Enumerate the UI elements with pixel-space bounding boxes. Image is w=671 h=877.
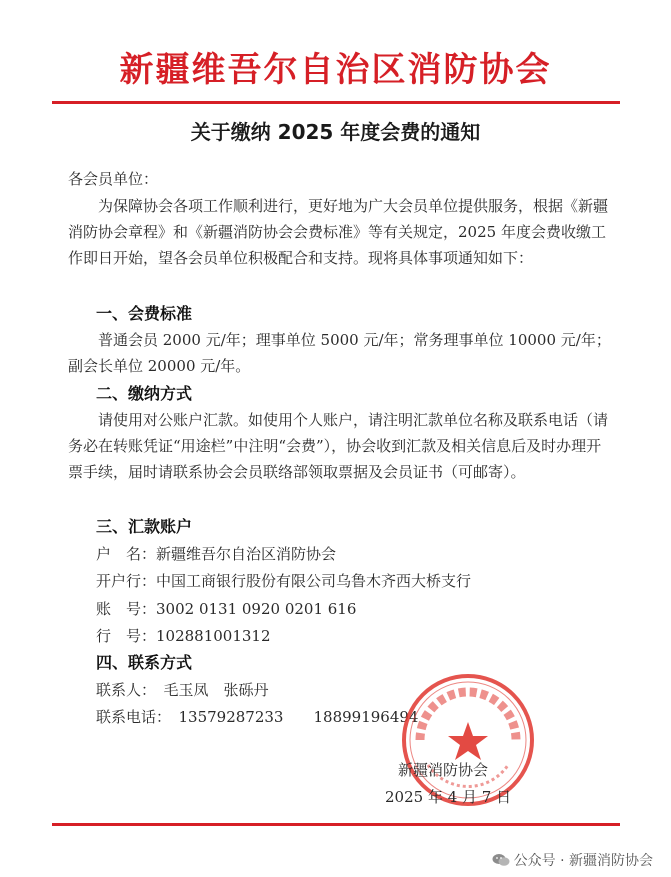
salutation: 各会员单位： [68,170,159,188]
account-code: 行 号：102881001312 [96,627,271,645]
footer-text: 公众号 · 新疆消防协会 [513,853,653,869]
section-heading-fee: 一、会费标准 [96,304,193,323]
org-letterhead: 新疆维吾尔自治区消防协会 [119,50,552,90]
payment-paragraph: 请使用对公账户汇款。如使用个人账户，请注明汇款单位名称及联系电话（请务必在转账凭证“用途栏”中注明“会费”），协会收到汇款及相关信息后及时办理开票手续，届时请联系协会会员联络部领取票据及会员证书（可邮寄）。 [68,411,609,481]
document-title: 关于缴纳 2025 年度会费的通知 [190,120,481,144]
footer-watermark [492,850,653,870]
signature-date: 2025 年 4 月 7 日 [385,788,512,806]
intro-paragraph: 为保障协会各项工作顺利进行，更好地为广大会员单位提供服务，根据《新疆消防协会章程》和《新疆消防协会会费标准》等有关规定，2025 年度会费收缴工作即日开始，望各会员单位积极配合和支持。现将具体事项通知如下： [68,197,609,267]
fee-paragraph: 普通会员 2000 元/年；理事单位 5000 元/年；常务理事单位 10000 元/年；副会长单位 20000 元/年。 [68,331,611,375]
section-heading-contact: 四、联系方式 [96,653,193,672]
account-bank: 开户行：中国工商银行股份有限公司乌鲁木齐西大桥支行 [96,572,472,590]
account-number: 账 号：3002 0131 0920 0201 616 [96,600,357,618]
footer-divider [52,823,620,826]
contact-persons: 联系人： 毛玉凤 张砾丹 [96,681,269,699]
contact-phones: 联系电话： 13579287233 18899196494 [96,708,419,726]
account-name: 户 名：新疆维吾尔自治区消防协会 [96,545,337,563]
signature-org: 新疆消防协会 [398,761,489,779]
section-heading-account: 三、汇款账户 [96,517,193,536]
wechat-icon [492,853,510,867]
letterhead-divider [52,101,620,104]
section-heading-payment: 二、缴纳方式 [96,384,193,403]
